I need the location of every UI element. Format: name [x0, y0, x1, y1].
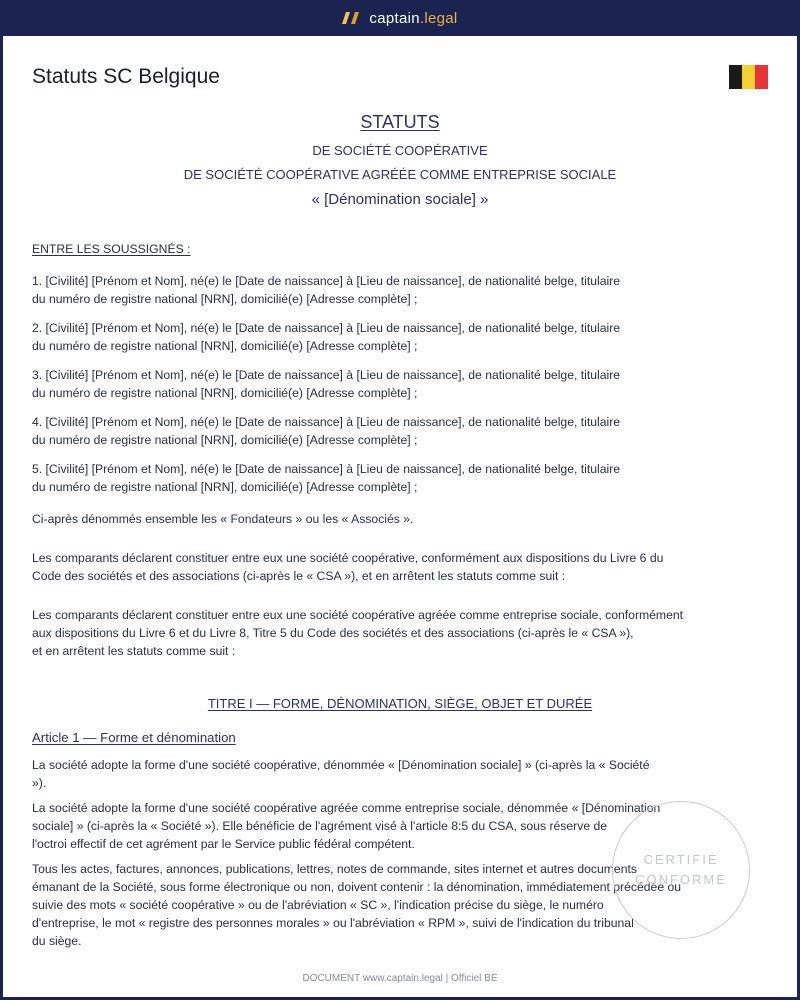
document-title: Statuts SC Belgique — [32, 65, 220, 88]
party-5: 5. [Civilité] [Prénom et Nom], né(e) le [Date de naissance] à [Lieu de naissance], de nationalité belge, titulaire du numéro de registre national [NRN], domicilié(e) [Adresse complète] ; — [32, 462, 621, 494]
article-1-paragraph-1: La société adopte la forme d'une société coopérative, dénommée « [Dénomination sociale] » (ci-après la « Société »). — [32, 758, 650, 790]
entre-heading: ENTRE LES SOUSSIGNÉS : — [32, 242, 191, 256]
brand[interactable] — [342, 10, 457, 27]
denomination-sociale: « [Dénomination sociale] » — [311, 191, 489, 208]
paragraph-sc: Les comparants déclarent constituer entre eux une société coopérative, conformément aux dispositions du Livre 6 du Code des sociétés et des associations (ci-après le « CSA »), et en arrêtent les statuts comme suit : — [32, 551, 664, 583]
party-2: 2. [Civilité] [Prénom et Nom], né(e) le [Date de naissance] à [Lieu de naissance], de nationalité belge, titulaire du numéro de registre national [NRN], domicilié(e) [Adresse complète] ; — [32, 321, 621, 353]
statuts-heading: STATUTS — [360, 112, 440, 132]
subheading-sc: DE SOCIÉTÉ COOPÉRATIVE — [312, 143, 488, 158]
article-1-heading: Article 1 — Forme et dénomination — [32, 730, 236, 745]
party-4: 4. [Civilité] [Prénom et Nom], né(e) le [Date de naissance] à [Lieu de naissance], de nationalité belge, titulaire du numéro de registre national [NRN], domicilié(e) [Adresse complète] ; — [32, 415, 621, 447]
article-1-paragraph-2: La société adopte la forme d'une société coopérative agréée comme entreprise sociale, dénommée « [Dénomination sociale] » (ci-après la « Société »). Elle bénéficie de l'agrément visé à l'article 8:5 du CSA, sous réserve de l'octroi effectif de cet agrément par le Service public fédéral compétent. — [32, 801, 661, 851]
belgian-flag-icon — [729, 65, 768, 89]
document-footer: DOCUMENT www.captain.legal | Officiel BE — [302, 973, 498, 984]
brand-name: captain.legal — [369, 9, 458, 27]
stamp-line-1: CERTIFIÉ — [643, 852, 719, 867]
paragraph-entreprise-sociale: Les comparants déclarent constituer entre eux une société coopérative agréée comme entreprise sociale, conformément aux dispositions du Livre 6 et du Livre 8, Titre 5 du Code des sociétés et des associations (ci-après le « CSA »), et en arrêtent les statuts comme suit : — [32, 608, 684, 658]
certifie-conforme-stamp — [612, 801, 750, 939]
captain-logo-icon — [342, 11, 360, 25]
subheading-es: DE SOCIÉTÉ COOPÉRATIVE AGRÉÉE COMME ENTREPRISE SOCIALE — [183, 167, 617, 182]
ci-apres-text: Ci-après dénommés ensemble les « Fondateurs » ou les « Associés ». — [32, 512, 414, 526]
party-1: 1. [Civilité] [Prénom et Nom], né(e) le [Date de naissance] à [Lieu de naissance], de nationalité belge, titulaire du numéro de registre national [NRN], domicilié(e) [Adresse complète] ; — [32, 274, 621, 306]
titre-1-heading: TITRE I — FORME, DÉNOMINATION, SIÈGE, OBJET ET DURÉE — [207, 696, 593, 711]
party-3: 3. [Civilité] [Prénom et Nom], né(e) le [Date de naissance] à [Lieu de naissance], de nationalité belge, titulaire du numéro de registre national [NRN], domicilié(e) [Adresse complète] ; — [32, 368, 621, 400]
stamp-line-2: CONFORME — [635, 872, 727, 887]
article-1-paragraph-3: Tous les actes, factures, annonces, publications, lettres, notes de commande, sites internet et autres documents émanant de la Société, sous forme électronique ou non, doivent contenir : la dénomination, immédiatement précédée ou suivie des mots « société coopérative » ou de l'abréviation « SC », l'indication précise du siège, le numéro d'entreprise, le mot « registre des personnes morales » ou l'abréviation « RPM », suivi de l'indication du tribunal du siège. — [32, 862, 682, 948]
document-page — [3, 36, 797, 997]
top-bar — [0, 0, 800, 36]
